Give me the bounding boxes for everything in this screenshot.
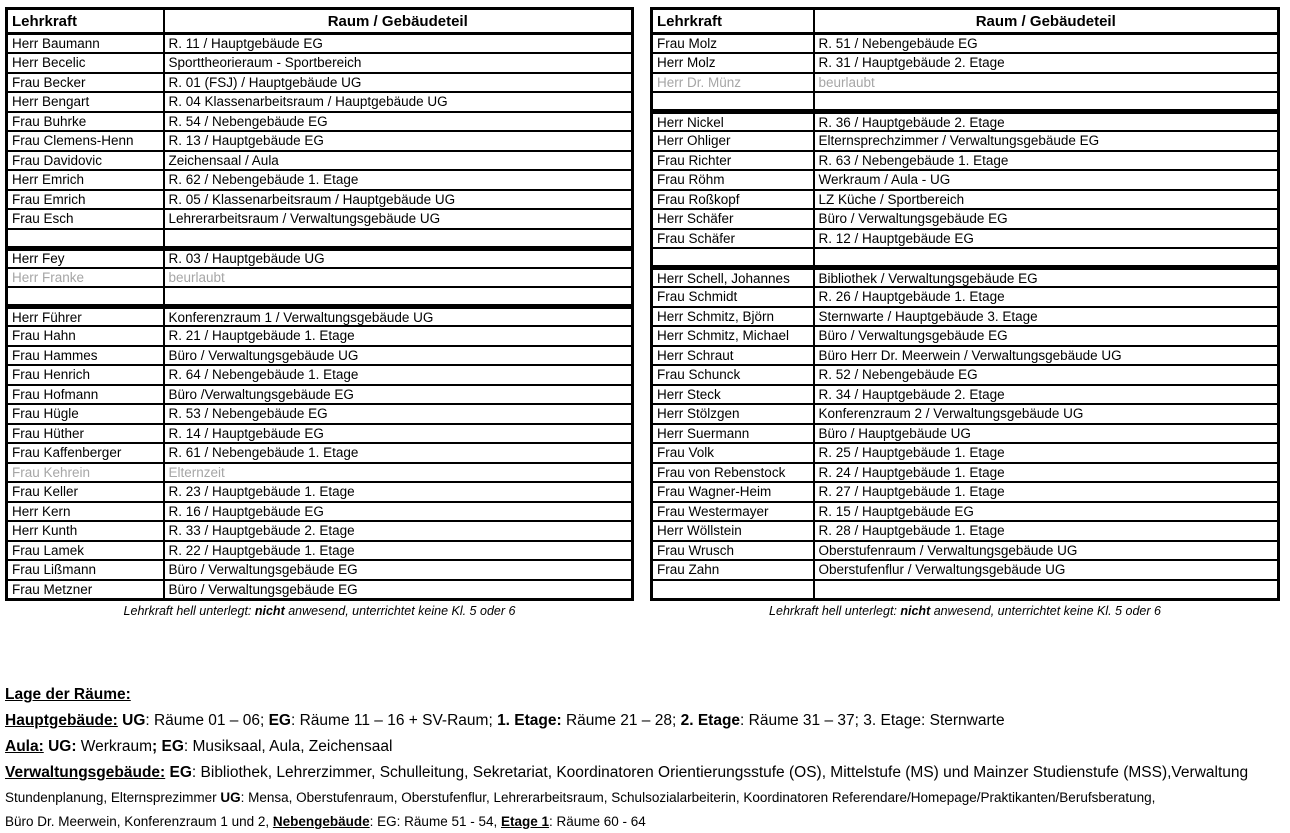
- legend-segment: UG: [220, 790, 241, 805]
- legend-segment: : Räume 01 – 06;: [145, 712, 269, 729]
- room-cell: Büro / Verwaltungsgebäude EG: [814, 326, 1279, 346]
- teacher-name-cell: Frau Schäfer: [652, 229, 814, 249]
- table-row: [652, 112, 1279, 132]
- legend-segment: EG: [161, 738, 184, 755]
- room-cell: R. 33 / Hauptgebäude 2. Etage: [164, 521, 633, 541]
- teacher-name-cell: Herr Fey: [7, 248, 164, 268]
- room-cell: Lehrerarbeitsraum / Verwaltungsgebäude UG: [164, 209, 633, 229]
- legend-segment: : Räume 60 - 64: [549, 814, 646, 829]
- teacher-name-cell: Frau Wagner-Heim: [652, 482, 814, 502]
- teacher-name-cell: [652, 92, 814, 112]
- table-row: [7, 170, 633, 190]
- teacher-name-cell: Frau Hügle: [7, 404, 164, 424]
- teacher-name-cell: Frau Metzner: [7, 580, 164, 600]
- teacher-name-cell: [652, 248, 814, 268]
- footnote-right: [650, 604, 1280, 618]
- table-row: [652, 521, 1279, 541]
- room-cell: beurlaubt: [814, 73, 1279, 93]
- teacher-name-cell: Herr Führer: [7, 307, 164, 327]
- table-row: [7, 482, 633, 502]
- room-cell: Büro / Hauptgebäude UG: [814, 424, 1279, 444]
- teacher-name-cell: Frau Zahn: [652, 560, 814, 580]
- legend-segment: Büro Dr. Meerwein, Konferenzraum 1 und 2,: [5, 814, 273, 829]
- teacher-name-cell: Frau Lißmann: [7, 560, 164, 580]
- teacher-room-table-left: [5, 7, 634, 601]
- teacher-name-cell: Frau Kaffenberger: [7, 443, 164, 463]
- table-row: [652, 209, 1279, 229]
- table-row: [7, 209, 633, 229]
- room-cell: R. 53 / Nebengebäude EG: [164, 404, 633, 424]
- room-cell: Elternzeit: [164, 463, 633, 483]
- header-row: [652, 9, 1279, 34]
- teacher-name-cell: Herr Baumann: [7, 34, 164, 54]
- room-cell: [814, 580, 1279, 600]
- legend-segment: : Bibliothek, Lehrerzimmer, Schulleitung, Sekretariat, Koordinatoren Orientierungsstufe (OS), Mittelstufe (MS) und Mainzer Studienstufe (MSS),Verwaltung: [191, 764, 1249, 781]
- legend-segment: EG: [268, 712, 291, 729]
- legend-segment: UG:: [48, 738, 77, 755]
- legend-segment: EG: [169, 764, 192, 781]
- room-cell: R. 11 / Hauptgebäude EG: [164, 34, 633, 54]
- room-cell: [164, 229, 633, 249]
- room-cell: Werkraum / Aula - UG: [814, 170, 1279, 190]
- table-row: [652, 580, 1279, 600]
- room-cell: [814, 92, 1279, 112]
- column-header-room: Raum / Gebäudeteil: [164, 9, 633, 34]
- footnote-suffix: anwesend, unterrichtet keine Kl. 5 oder 6: [930, 603, 1161, 618]
- teacher-name-cell: Herr Schell, Johannes: [652, 268, 814, 288]
- legend-segment: : Räume 31 – 37; 3. Etage: Sternwarte: [740, 712, 1005, 729]
- table-row: [652, 131, 1279, 151]
- room-cell: Bibliothek / Verwaltungsgebäude EG: [814, 268, 1279, 288]
- teacher-name-cell: Frau Schunck: [652, 365, 814, 385]
- legend-line: [5, 760, 1289, 786]
- room-cell: R. 31 / Hauptgebäude 2. Etage: [814, 53, 1279, 73]
- teacher-room-table-right: [650, 7, 1280, 601]
- room-cell: Oberstufenraum / Verwaltungsgebäude UG: [814, 541, 1279, 561]
- table-row: [7, 502, 633, 522]
- room-cell: [164, 287, 633, 307]
- room-cell: R. 23 / Hauptgebäude 1. Etage: [164, 482, 633, 502]
- legend-line: [5, 810, 1289, 833]
- footnote-bold-word: nicht: [900, 603, 931, 618]
- legend-line: [5, 786, 1289, 810]
- room-cell: R. 27 / Hauptgebäude 1. Etage: [814, 482, 1279, 502]
- legend-segment: Nebengebäude: [272, 814, 370, 829]
- legend-segment: Verwaltungsgebäude:: [5, 764, 166, 781]
- room-cell: Konferenzraum 1 / Verwaltungsgebäude UG: [164, 307, 633, 327]
- room-cell: R. 22 / Hauptgebäude 1. Etage: [164, 541, 633, 561]
- teacher-name-cell: Herr Steck: [652, 385, 814, 405]
- legend-segment: Stundenplanung, Elternsprezimmer: [5, 790, 221, 805]
- table-row: [652, 385, 1279, 405]
- table-row: [7, 560, 633, 580]
- table-row: [652, 190, 1279, 210]
- teacher-name-cell: Frau Richter: [652, 151, 814, 171]
- teacher-name-cell: Herr Kern: [7, 502, 164, 522]
- teacher-name-cell: Herr Bengart: [7, 92, 164, 112]
- table-row: [7, 92, 633, 112]
- room-cell: Oberstufenflur / Verwaltungsgebäude UG: [814, 560, 1279, 580]
- teacher-name-cell: Frau Hofmann: [7, 385, 164, 405]
- table-row: [7, 463, 633, 483]
- room-cell: LZ Küche / Sportbereich: [814, 190, 1279, 210]
- tables-container: [5, 7, 1280, 618]
- teacher-name-cell: Herr Schmitz, Björn: [652, 307, 814, 327]
- teacher-name-cell: Herr Dr. Münz: [652, 73, 814, 93]
- column-header-room: Raum / Gebäudeteil: [814, 9, 1279, 34]
- teacher-name-cell: Frau Becker: [7, 73, 164, 93]
- room-cell: R. 25 / Hauptgebäude 1. Etage: [814, 443, 1279, 463]
- footnote-prefix: Lehrkraft hell unterlegt:: [769, 603, 901, 618]
- table-row: [652, 541, 1279, 561]
- column-header-teacher: Lehrkraft: [7, 9, 164, 34]
- teacher-name-cell: Herr Ohliger: [652, 131, 814, 151]
- teacher-name-cell: Herr Stölzgen: [652, 404, 814, 424]
- legend-segment: Hauptgebäude:: [5, 712, 118, 729]
- room-cell: R. 04 Klassenarbeitsraum / Hauptgebäude UG: [164, 92, 633, 112]
- room-cell: R. 61 / Nebengebäude 1. Etage: [164, 443, 633, 463]
- room-cell: R. 01 (FSJ) / Hauptgebäude UG: [164, 73, 633, 93]
- table-row: [7, 346, 633, 366]
- room-cell: R. 24 / Hauptgebäude 1. Etage: [814, 463, 1279, 483]
- room-cell: R. 14 / Hauptgebäude EG: [164, 424, 633, 444]
- room-cell: Büro / Verwaltungsgebäude EG: [164, 580, 633, 600]
- table-row: [652, 502, 1279, 522]
- room-cell: R. 13 / Hauptgebäude EG: [164, 131, 633, 151]
- table-row: [652, 53, 1279, 73]
- legend-segment: Räume 21 – 28;: [561, 712, 681, 729]
- table-row: [652, 268, 1279, 288]
- teacher-name-cell: Frau Molz: [652, 34, 814, 54]
- teacher-name-cell: [7, 287, 164, 307]
- legend-segment: Aula:: [5, 738, 44, 755]
- teacher-name-cell: Herr Kunth: [7, 521, 164, 541]
- legend-line: [5, 682, 1289, 708]
- room-cell: R. 03 / Hauptgebäude UG: [164, 248, 633, 268]
- teacher-name-cell: Frau Schmidt: [652, 287, 814, 307]
- teacher-name-cell: Frau Henrich: [7, 365, 164, 385]
- table-row: [652, 73, 1279, 93]
- column-header-teacher: Lehrkraft: [652, 9, 814, 34]
- teacher-name-cell: Frau Kehrein: [7, 463, 164, 483]
- room-cell: R. 54 / Nebengebäude EG: [164, 112, 633, 132]
- teacher-name-cell: Frau Hammes: [7, 346, 164, 366]
- table-row: [7, 112, 633, 132]
- table-body-left: [7, 34, 633, 600]
- legend-segment: Etage 1: [500, 814, 550, 829]
- table-row: [7, 73, 633, 93]
- footnote-prefix: Lehrkraft hell unterlegt:: [123, 603, 255, 618]
- table-row: [7, 541, 633, 561]
- room-cell: R. 16 / Hauptgebäude EG: [164, 502, 633, 522]
- table-row: [652, 463, 1279, 483]
- table-row: [7, 268, 633, 288]
- teacher-name-cell: Frau Hahn: [7, 326, 164, 346]
- table-row: [7, 287, 633, 307]
- legend-line: [5, 734, 1289, 760]
- table-row: [7, 307, 633, 327]
- room-cell: Konferenzraum 2 / Verwaltungsgebäude UG: [814, 404, 1279, 424]
- teacher-name-cell: Herr Wöllstein: [652, 521, 814, 541]
- footnote-left: [5, 604, 634, 618]
- table-row: [652, 151, 1279, 171]
- table-row: [7, 53, 633, 73]
- teacher-name-cell: Herr Schmitz, Michael: [652, 326, 814, 346]
- table-row: [652, 170, 1279, 190]
- room-cell: [814, 248, 1279, 268]
- table-row: [7, 190, 633, 210]
- table-row: [652, 346, 1279, 366]
- table-row: [7, 404, 633, 424]
- room-cell: R. 21 / Hauptgebäude 1. Etage: [164, 326, 633, 346]
- teacher-name-cell: Frau von Rebenstock: [652, 463, 814, 483]
- teacher-name-cell: Herr Schäfer: [652, 209, 814, 229]
- table-row: [652, 248, 1279, 268]
- teacher-name-cell: [7, 229, 164, 249]
- room-cell: Zeichensaal / Aula: [164, 151, 633, 171]
- legend-segment: Lage der Räume:: [5, 686, 131, 703]
- table-row: [7, 580, 633, 600]
- teacher-name-cell: Herr Emrich: [7, 170, 164, 190]
- footnote-bold-word: nicht: [254, 603, 285, 618]
- table-row: [652, 404, 1279, 424]
- room-cell: Sporttheorieraum - Sportbereich: [164, 53, 633, 73]
- room-cell: R. 36 / Hauptgebäude 2. Etage: [814, 112, 1279, 132]
- teacher-name-cell: Frau Volk: [652, 443, 814, 463]
- table-header: [652, 9, 1279, 34]
- table-row: [7, 424, 633, 444]
- teacher-name-cell: Frau Davidovic: [7, 151, 164, 171]
- room-cell: Büro / Verwaltungsgebäude UG: [164, 346, 633, 366]
- room-cell: Büro Herr Dr. Meerwein / Verwaltungsgebäude UG: [814, 346, 1279, 366]
- legend-segment: 1. Etage:: [497, 712, 562, 729]
- legend-segment: UG: [122, 712, 146, 729]
- left-table-section: [5, 7, 634, 618]
- legend-segment: ;: [152, 738, 158, 755]
- table-body-right: [652, 34, 1279, 600]
- teacher-name-cell: Frau Emrich: [7, 190, 164, 210]
- table-row: [652, 443, 1279, 463]
- table-row: [7, 365, 633, 385]
- legend-segment: : EG: Räume 51 - 54,: [369, 814, 501, 829]
- room-cell: R. 64 / Nebengebäude 1. Etage: [164, 365, 633, 385]
- room-cell: R. 28 / Hauptgebäude 1. Etage: [814, 521, 1279, 541]
- table-header: [7, 9, 633, 34]
- teacher-name-cell: Herr Molz: [652, 53, 814, 73]
- teacher-name-cell: Frau Clemens-Henn: [7, 131, 164, 151]
- table-row: [652, 92, 1279, 112]
- room-cell: R. 05 / Klassenarbeitsraum / Hauptgebäude UG: [164, 190, 633, 210]
- legend-segment: Werkraum: [76, 738, 152, 755]
- teacher-name-cell: Frau Hüther: [7, 424, 164, 444]
- room-cell: R. 15 / Hauptgebäude EG: [814, 502, 1279, 522]
- table-row: [7, 248, 633, 268]
- table-row: [652, 365, 1279, 385]
- room-cell: Elternsprechzimmer / Verwaltungsgebäude EG: [814, 131, 1279, 151]
- teacher-name-cell: Herr Suermann: [652, 424, 814, 444]
- room-cell: R. 62 / Nebengebäude 1. Etage: [164, 170, 633, 190]
- room-cell: R. 34 / Hauptgebäude 2. Etage: [814, 385, 1279, 405]
- room-cell: Büro / Verwaltungsgebäude EG: [164, 560, 633, 580]
- table-row: [652, 424, 1279, 444]
- teacher-name-cell: Herr Becelic: [7, 53, 164, 73]
- right-table-section: [650, 7, 1280, 618]
- teacher-name-cell: Herr Nickel: [652, 112, 814, 132]
- teacher-name-cell: [652, 580, 814, 600]
- room-cell: Büro / Verwaltungsgebäude EG: [814, 209, 1279, 229]
- teacher-name-cell: Frau Esch: [7, 209, 164, 229]
- teacher-name-cell: Frau Röhm: [652, 170, 814, 190]
- teacher-name-cell: Frau Wrusch: [652, 541, 814, 561]
- table-row: [652, 326, 1279, 346]
- header-row: [7, 9, 633, 34]
- room-cell: Sternwarte / Hauptgebäude 3. Etage: [814, 307, 1279, 327]
- table-row: [7, 385, 633, 405]
- legend-segment: : Musiksaal, Aula, Zeichensaal: [183, 738, 393, 755]
- table-row: [7, 131, 633, 151]
- legend-segment: : Räume 11 – 16 + SV-Raum;: [291, 712, 498, 729]
- table-row: [652, 307, 1279, 327]
- room-cell: R. 51 / Nebengebäude EG: [814, 34, 1279, 54]
- legend-line: [5, 708, 1289, 734]
- teacher-name-cell: Herr Franke: [7, 268, 164, 288]
- room-cell: R. 12 / Hauptgebäude EG: [814, 229, 1279, 249]
- teacher-name-cell: Frau Buhrke: [7, 112, 164, 132]
- teacher-name-cell: Frau Westermayer: [652, 502, 814, 522]
- room-cell: R. 52 / Nebengebäude EG: [814, 365, 1279, 385]
- table-row: [7, 34, 633, 54]
- room-cell: R. 63 / Nebengebäude 1. Etage: [814, 151, 1279, 171]
- table-row: [652, 287, 1279, 307]
- teacher-name-cell: Frau Keller: [7, 482, 164, 502]
- teacher-name-cell: Frau Roßkopf: [652, 190, 814, 210]
- teacher-name-cell: Herr Schraut: [652, 346, 814, 366]
- table-row: [652, 229, 1279, 249]
- table-row: [652, 560, 1279, 580]
- teacher-name-cell: Frau Lamek: [7, 541, 164, 561]
- table-row: [7, 521, 633, 541]
- footnote-suffix: anwesend, unterrichtet keine Kl. 5 oder 6: [284, 603, 516, 618]
- legend-segment: 2. Etage: [680, 712, 741, 729]
- room-location-legend: [5, 682, 1289, 833]
- legend-segment: : Mensa, Oberstufenraum, Oberstufenflur, Lehrerarbeitsraum, Schulsozialarbeiterin, Koordinatoren Referendare/Homepage/Praktikanten/Berufsberatung,: [240, 790, 1156, 805]
- table-row: [7, 229, 633, 249]
- room-cell: Büro /Verwaltungsgebäude EG: [164, 385, 633, 405]
- table-row: [7, 443, 633, 463]
- room-cell: R. 26 / Hauptgebäude 1. Etage: [814, 287, 1279, 307]
- table-row: [7, 151, 633, 171]
- table-row: [7, 326, 633, 346]
- table-row: [652, 482, 1279, 502]
- room-cell: beurlaubt: [164, 268, 633, 288]
- table-row: [652, 34, 1279, 54]
